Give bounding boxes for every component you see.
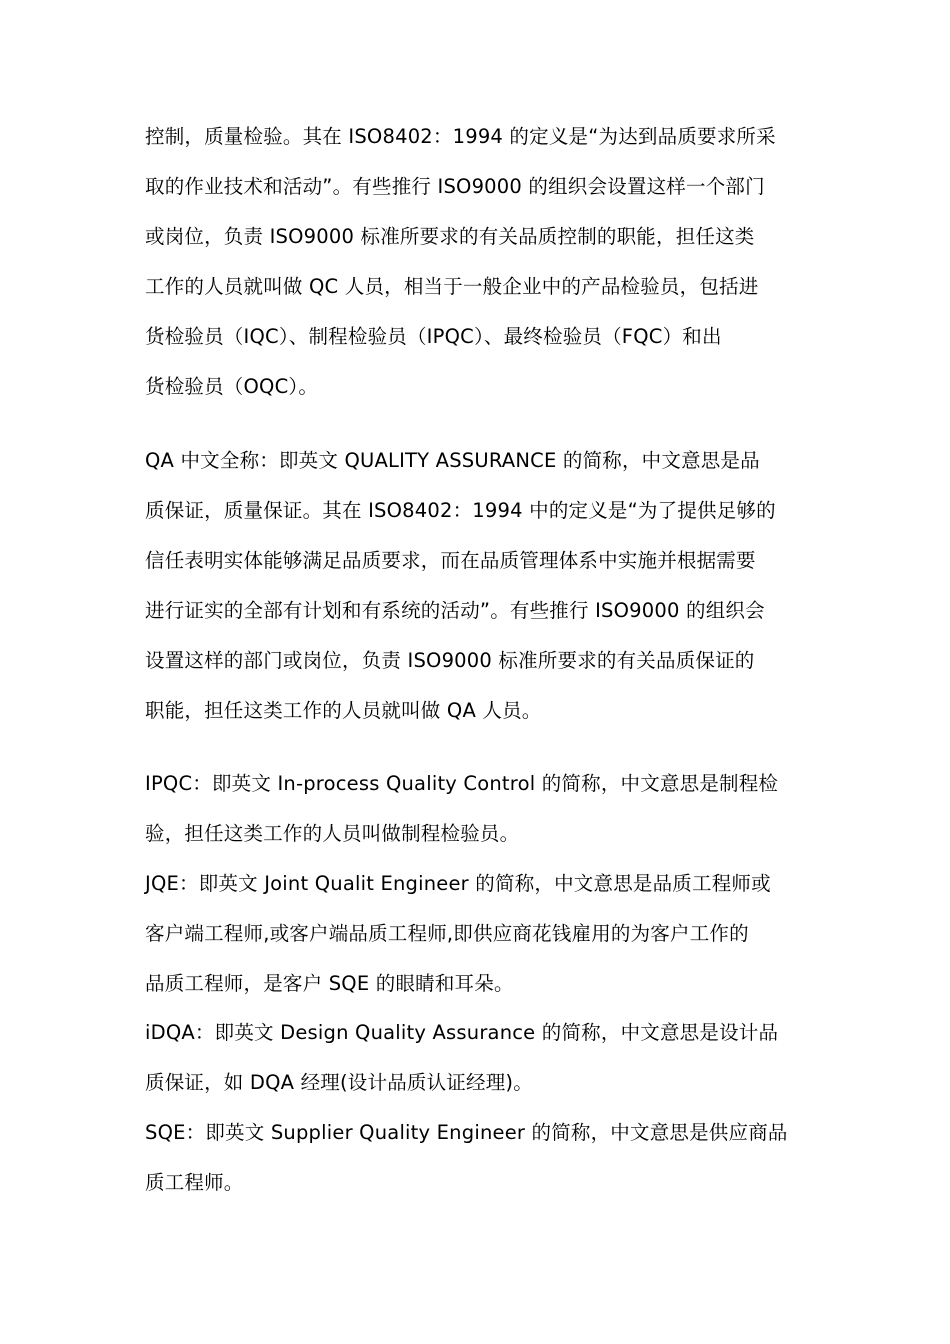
text-line-15: JQE：即英文 Joint Qualit Engineer 的简称，中文意思是品质工程师或 xyxy=(145,872,771,895)
text-line-12: 职能，担任这类工作的人员就叫做 QA 人员。 xyxy=(145,699,542,722)
text-line-1: 控制，质量检验。其在 ISO8402：1994 的定义是“为达到品质要求所采 xyxy=(145,125,776,148)
text-line-20: SQE：即英文 Supplier Quality Engineer 的简称，中文意思是供应商品 xyxy=(145,1121,788,1144)
text-line-16: 客户端工程师,或客户端品质工程师,即供应商花钱雇用的为客户工作的 xyxy=(145,922,749,945)
text-line-18: iDQA：即英文 Design Quality Assurance 的简称，中文意思是设计品 xyxy=(145,1021,779,1044)
text-line-17: 品质工程师，是客户 SQE 的眼睛和耳朵。 xyxy=(145,972,514,995)
text-line-21: 质工程师。 xyxy=(145,1171,244,1194)
text-line-4: 工作的人员就叫做 QC 人员，相当于一般企业中的产品检验员，包括进 xyxy=(145,275,759,298)
text-line-10: 进行证实的全部有计划和有系统的活动”。有些推行 ISO9000 的组织会 xyxy=(145,599,765,622)
text-line-9: 信任表明实体能够满足品质要求，而在品质管理体系中实施并根据需要 xyxy=(145,549,756,572)
text-line-3: 或岗位，负责 ISO9000 标准所要求的有关品质控制的职能，担任这类 xyxy=(145,225,755,248)
text-line-13: IPQC：即英文 In-process Quality Control 的简称，中文意思是制程检 xyxy=(145,772,779,795)
text-line-14: 验，担任这类工作的人员叫做制程检验员。 xyxy=(145,822,520,845)
text-line-7: QA 中文全称：即英文 QUALITY ASSURANCE 的简称，中文意思是品 xyxy=(145,449,760,472)
text-line-6: 货检验员（OQC）。 xyxy=(145,375,319,398)
text-line-11: 设置这样的部门或岗位，负责 ISO9000 标准所要求的有关品质保证的 xyxy=(145,649,755,672)
text-line-8: 质保证，质量保证。其在 ISO8402：1994 中的定义是“为了提供足够的 xyxy=(145,499,776,522)
text-line-5: 货检验员（IQC）、制程检验员（IPQC）、最终检验员（FQC）和出 xyxy=(145,325,722,348)
text-line-2: 取的作业技术和活动”。有些推行 ISO9000 的组织会设置这样一个部门 xyxy=(145,175,765,198)
text-line-19: 质保证，如 DQA 经理(设计品质认证经理)。 xyxy=(145,1071,533,1094)
